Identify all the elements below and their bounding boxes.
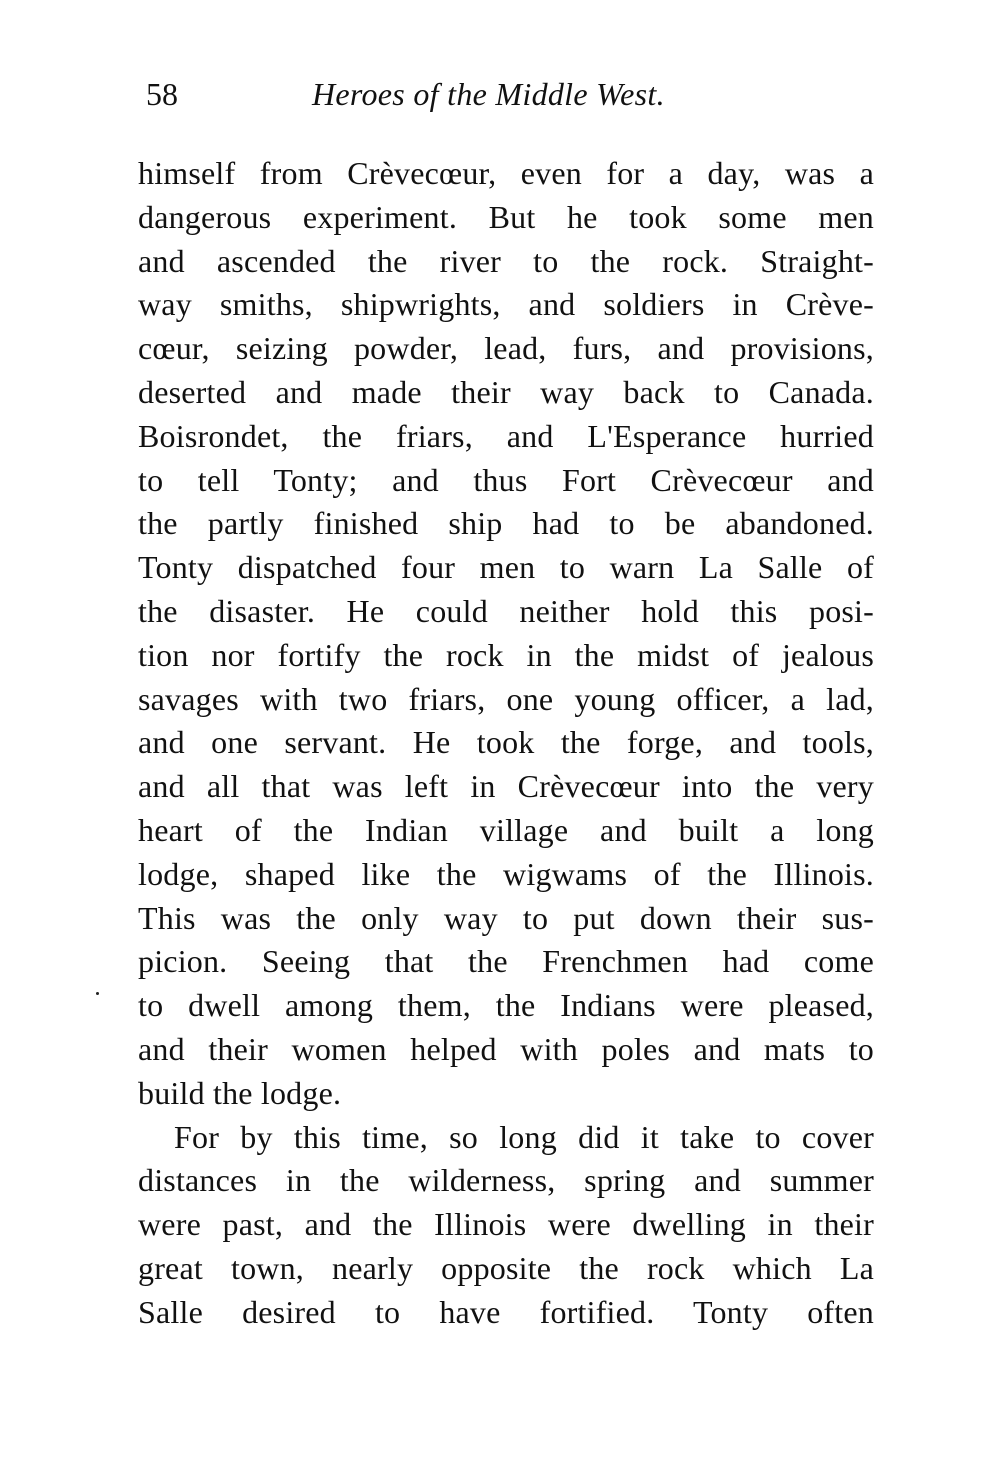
text-line: and ascended the river to the rock. Straight- bbox=[138, 242, 874, 279]
text-line: and one servant. He took the forge, and tools, bbox=[138, 724, 874, 761]
print-speck bbox=[96, 992, 99, 995]
text-line: Boisrondet, the friars, and L'Esperance hurried bbox=[138, 417, 874, 454]
text-line: dangerous experiment. But he took some men bbox=[138, 198, 874, 235]
text-line: the partly finished ship had to be abandoned. bbox=[138, 505, 874, 542]
paragraph-2 bbox=[138, 1116, 874, 1335]
text-line: the disaster. He could neither hold this posi- bbox=[138, 592, 874, 629]
text-line: to tell Tonty; and thus Fort Crèvecœur and bbox=[138, 461, 874, 498]
text-line: tion nor fortify the rock in the midst of jealous bbox=[138, 636, 874, 673]
text-line: Salle desired to have fortified. Tonty often bbox=[138, 1293, 874, 1330]
running-head bbox=[146, 74, 872, 114]
text-line: and all that was left in Crèvecœur into the very bbox=[138, 768, 874, 805]
text-line: For by this time, so long did it take to cover bbox=[174, 1118, 874, 1155]
text-line: lodge, shaped like the wigwams of the Illinois. bbox=[138, 855, 874, 892]
text-line: great town, nearly opposite the rock which La bbox=[138, 1249, 874, 1286]
page-number: 58 bbox=[146, 76, 178, 112]
paragraph-1 bbox=[138, 152, 874, 1116]
text-line: savages with two friars, one young officer, a lad, bbox=[138, 680, 874, 717]
text-line: deserted and made their way back to Canada. bbox=[138, 373, 874, 410]
text-line: were past, and the Illinois were dwelling in their bbox=[138, 1206, 874, 1243]
text-line: himself from Crèvecœur, even for a day, was a bbox=[138, 155, 874, 191]
text-line: build the lodge. bbox=[138, 1074, 342, 1111]
text-line: This was the only way to put down their sus- bbox=[138, 899, 874, 936]
text-line: picion. Seeing that the Frenchmen had come bbox=[138, 943, 874, 980]
text-line: and their women helped with poles and mats to bbox=[138, 1030, 874, 1067]
text-line: cœur, seizing powder, lead, furs, and provisions, bbox=[138, 330, 874, 367]
text-line: distances in the wilderness, spring and summer bbox=[138, 1162, 874, 1199]
body-text bbox=[138, 152, 874, 1335]
text-line: to dwell among them, the Indians were pleased, bbox=[138, 987, 874, 1024]
running-title: Heroes of the Middle West. bbox=[312, 76, 665, 112]
text-line: heart of the Indian village and built a long bbox=[138, 811, 874, 848]
text-line: way smiths, shipwrights, and soldiers in Crève- bbox=[138, 286, 874, 323]
text-line: Tonty dispatched four men to warn La Salle of bbox=[138, 549, 874, 586]
